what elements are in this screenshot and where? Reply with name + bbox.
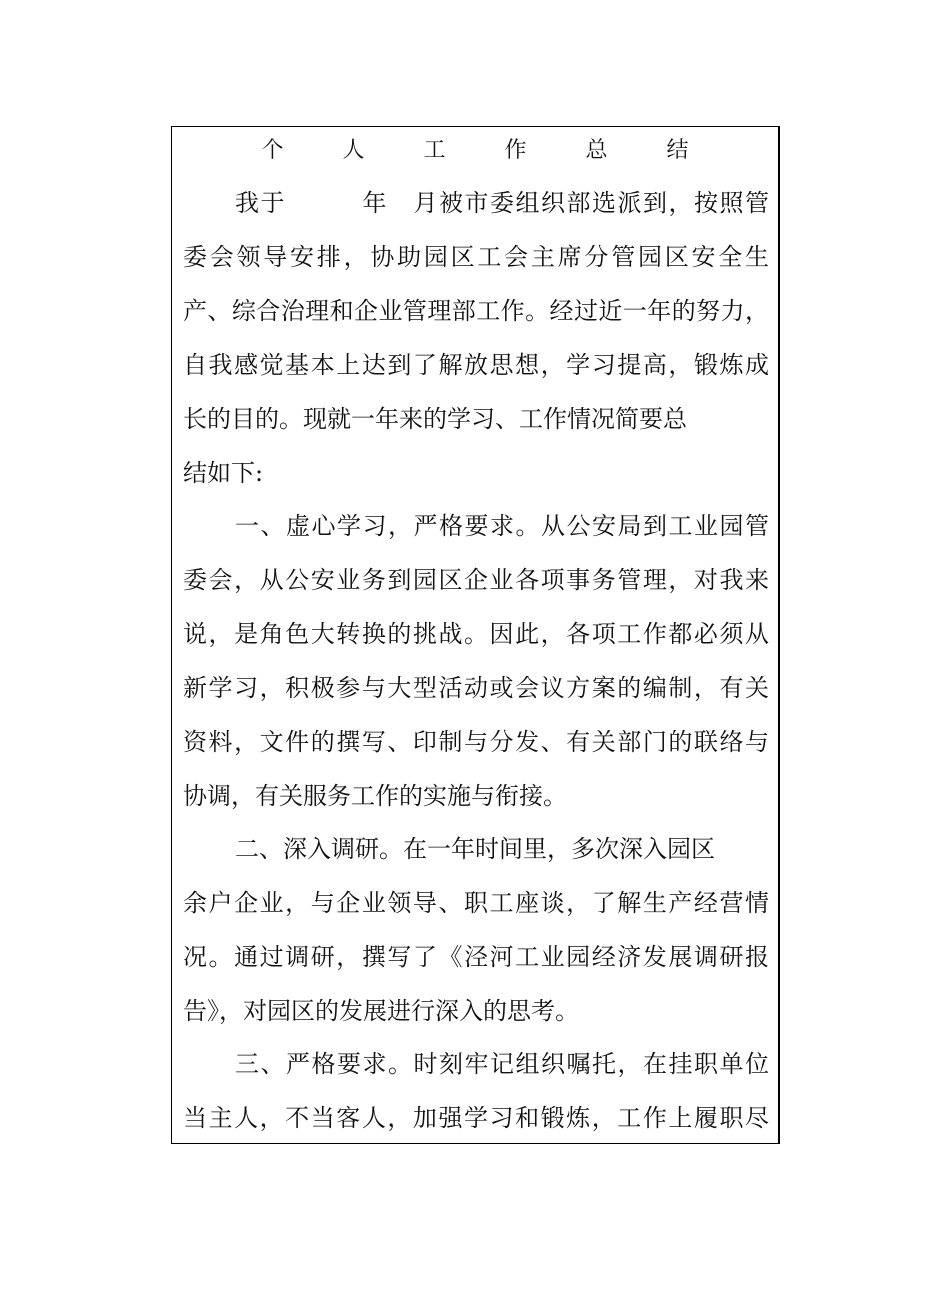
text-line: 三、严格要求。时刻牢记组织嘱托，在挂职单位 [235,1050,769,1078]
text-line: 资料，文件的撰写、印制与分发、有关部门的联络与 [183,728,769,756]
text-line: 结如下: [183,459,264,487]
text-line: 说，是角色大转换的挑战。因此，各项工作都必须从 [183,620,769,648]
text-line: 长的目的。现就一年来的学习、工作情况简要总 [183,405,687,433]
text-line: 告》，对园区的发展进行深入的思考。 [183,997,579,1025]
text-line: 新学习，积极参与大型活动或会议方案的编制，有关 [183,674,769,702]
text-line: 产、综合治理和企业管理部工作。经过近一年的努力， [183,297,769,325]
text-line: 自我感觉基本上达到了解放思想，学习提高，锻炼成 [183,351,769,379]
text-line: 我于 年 月被市委组织部选派到，按照管 [235,189,769,217]
text-line: 况。通过调研，撰写了《泾河工业园经济发展调研报 [183,943,769,971]
text-line: 一、虚心学习，严格要求。从公安局到工业园管 [235,512,769,540]
text-line: 二、深入调研。在一年时间里，多次深入园区 [235,835,715,863]
text-line: 余户企业，与企业领导、职工座谈，了解生产经营情 [183,889,769,917]
document-title: 个 人 工 作 总 结 [261,138,715,163]
text-line: 当主人，不当客人，加强学习和锻炼，工作上履职尽 [183,1104,769,1132]
text-line: 协调，有关服务工作的实施与衔接。 [183,782,567,810]
text-line: 委会领导安排，协助园区工会主席分管园区安全生 [183,243,769,271]
text-line: 委会，从公安业务到园区企业各项事务管理，对我来 [183,566,769,594]
